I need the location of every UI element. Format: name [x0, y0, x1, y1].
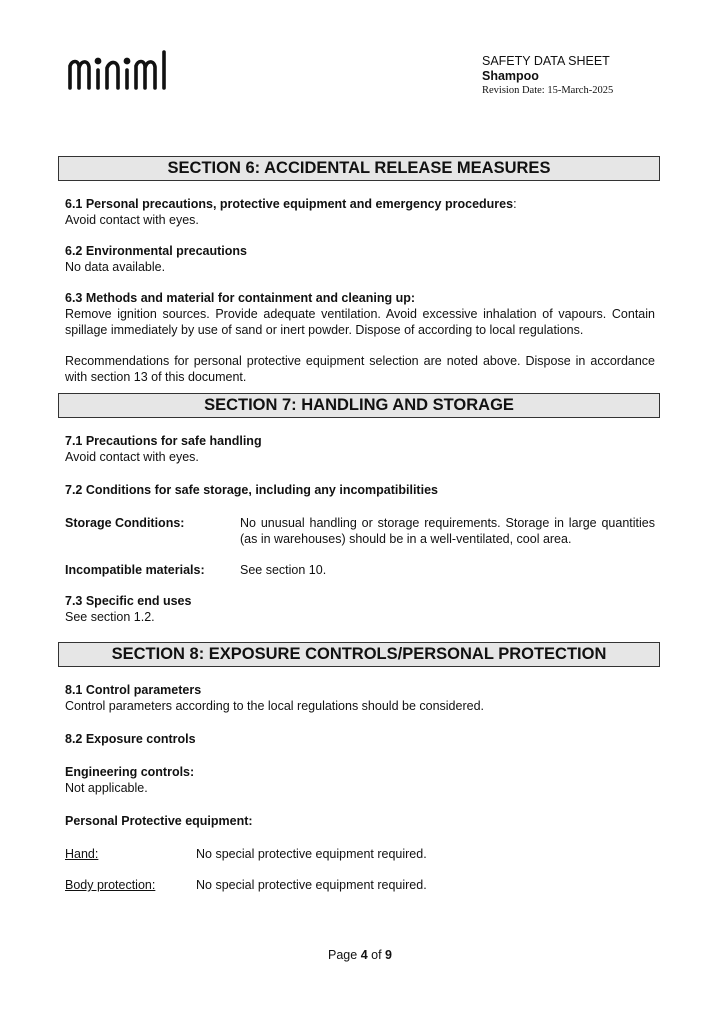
page-word: Page	[328, 948, 358, 962]
incompatible-materials-label: Incompatible materials:	[65, 563, 205, 577]
subsection-7-1-title: 7.1 Precautions for safe handling	[65, 434, 262, 448]
subsection-7-2-title: 7.2 Conditions for safe storage, including any incompatibilities	[65, 483, 438, 497]
subsection-6-1-colon: :	[513, 197, 517, 211]
subsection-6-3-text: Remove ignition sources. Provide adequate ventilation. Avoid excessive inhalation of vapours. Contain spillage immediately by use of sand or inert powder. Dispose of according to local regulations.	[65, 307, 655, 337]
page-number: 4	[360, 948, 368, 962]
subsection-6-3-title: 6.3 Methods and material for containment and cleaning up:	[65, 291, 416, 305]
document-body	[65, 156, 655, 893]
storage-conditions-label: Storage Conditions:	[65, 516, 185, 530]
hand-protection-row	[65, 846, 655, 862]
hand-protection-value: No special protective equipment required.	[196, 847, 427, 861]
subsection-8-2-title: 8.2 Exposure controls	[65, 732, 196, 746]
subsection-8-1-title: 8.1 Control parameters	[65, 683, 202, 697]
subsection-6-2-title: 6.2 Environmental precautions	[65, 244, 247, 258]
section-8-heading: SECTION 8: EXPOSURE CONTROLS/PERSONAL PROTECTION	[58, 642, 660, 667]
product-name: Shampoo	[482, 69, 539, 83]
engineering-controls-title: Engineering controls:	[65, 765, 195, 779]
section-7-heading: SECTION 7: HANDLING AND STORAGE	[58, 393, 660, 418]
storage-conditions-value: No unusual handling or storage requirements. Storage in large quantities (as in warehouses) should be in a well-ventilated, cool area.	[240, 516, 655, 546]
section-6-note: Recommendations for personal protective equipment selection are noted above. Dispose in accordance with section 13 of this document.	[65, 354, 655, 384]
subsection-7-3-title: 7.3 Specific end uses	[65, 594, 192, 608]
of-word: of	[371, 948, 382, 962]
hand-protection-label: Hand:	[65, 847, 99, 861]
miniml-logo-mark	[66, 48, 174, 94]
subsection-6-1-text: Avoid contact with eyes.	[65, 213, 199, 227]
body-protection-row	[65, 877, 655, 893]
ppe-title: Personal Protective equipment:	[65, 814, 253, 828]
subsection-7-1-text: Avoid contact with eyes.	[65, 450, 199, 464]
storage-conditions-row	[65, 515, 655, 547]
document-header	[482, 54, 613, 98]
incompatible-materials-value: See section 10.	[240, 563, 327, 577]
body-protection-value: No special protective equipment required.	[196, 878, 427, 892]
subsection-6-2-text: No data available.	[65, 260, 166, 274]
engineering-controls-text: Not applicable.	[65, 781, 148, 795]
page-footer	[0, 948, 720, 962]
incompatible-materials-row	[65, 562, 655, 578]
subsection-7-3-text: See section 1.2.	[65, 610, 155, 624]
revision-date: Revision Date: 15-March-2025	[482, 85, 614, 96]
doc-title: SAFETY DATA SHEET	[482, 54, 610, 68]
miniml-logo	[66, 48, 174, 99]
subsection-6-1-title: 6.1 Personal precautions, protective equipment and emergency procedures	[65, 197, 514, 211]
body-protection-label: Body protection:	[65, 878, 156, 892]
subsection-8-1-text: Control parameters according to the local regulations should be considered.	[65, 699, 484, 713]
section-6-heading: SECTION 6: ACCIDENTAL RELEASE MEASURES	[58, 156, 660, 181]
page-total: 9	[385, 948, 392, 962]
